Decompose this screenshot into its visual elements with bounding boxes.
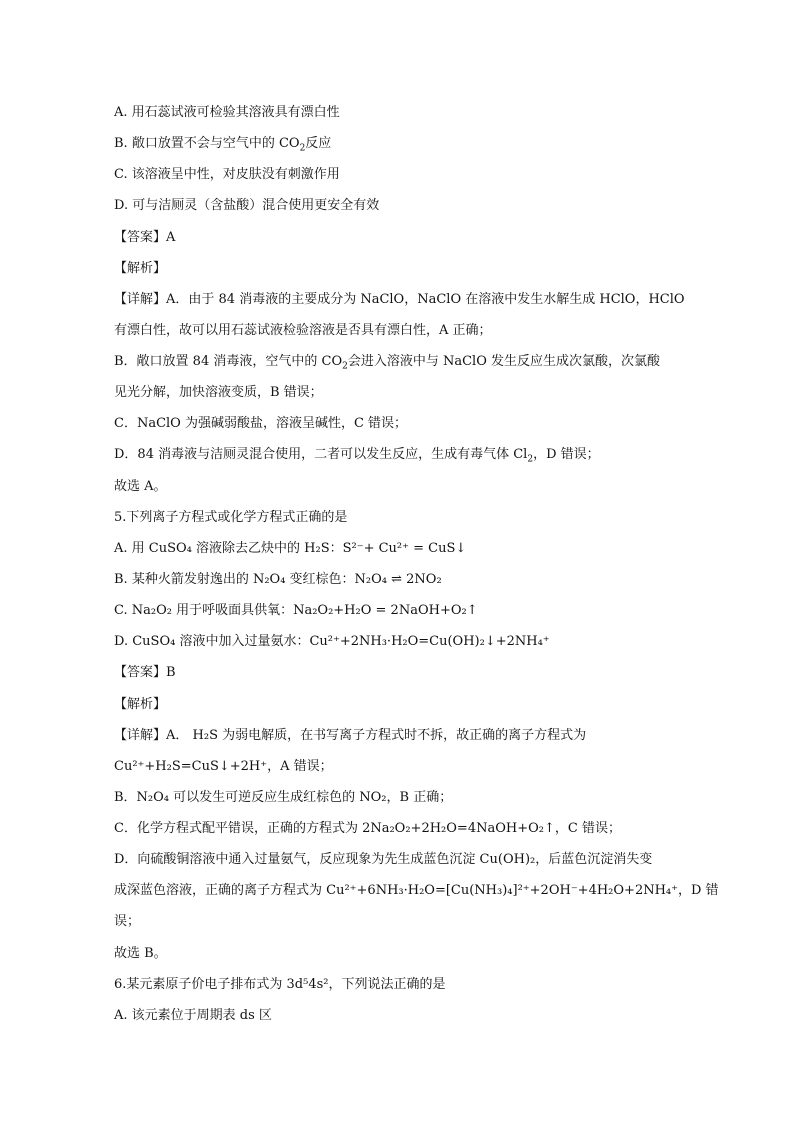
q5-detail-line-5: D．向硫酸铜溶液中通入过量氨气，反应现象为先生成蓝色沉淀 Cu(OH)₂，后蓝色沉淀消失变 bbox=[114, 852, 653, 867]
q5-option-c: C. Na₂O₂ 用于呼吸面具供氧：Na₂O₂+H₂O = 2NaOH+O₂↑ bbox=[114, 603, 478, 618]
q4-detail-line-4: 见光分解，加快溶液变质，B 错误； bbox=[114, 385, 323, 400]
q4-detail-line-6 bbox=[114, 446, 600, 464]
q5-option-d: D. CuSO₄ 溶液中加入过量氨水：Cu²⁺+2NH₃·H₂O=Cu(OH)₂↓+2NH₄⁺ bbox=[114, 634, 550, 649]
q4-detail-line-6-subscript: 2 bbox=[527, 454, 534, 465]
q4-option-b-text-end: 反应 bbox=[305, 136, 332, 151]
q4-detail-line-3-subscript: 2 bbox=[342, 361, 348, 372]
q4-option-b bbox=[114, 135, 331, 153]
q6-stem: 6.某元素原子价电子排布式为 3d⁵4s²，下列说法正确的是 bbox=[114, 977, 446, 992]
q4-detail-line-5: C．NaClO 为强碱弱酸盐，溶液呈碱性，C 错误； bbox=[114, 416, 408, 431]
q4-option-b-subscript: 2 bbox=[299, 143, 306, 154]
q4-detail-line-2: 有漂白性，故可以用石蕊试液检验溶液是否具有漂白性，A 正确； bbox=[114, 323, 492, 338]
q4-detail-line-6-text: D．84 消毒液与洁厕灵混合使用，二者可以发生反应，生成有毒气体 Cl bbox=[114, 447, 528, 462]
q5-answer: 【答案】B bbox=[114, 665, 176, 680]
q4-detail-line-3-text: B．敞口放置 84 消毒液，空气中的 CO bbox=[114, 354, 343, 369]
q4-detail-line-1: 【详解】A．由于 84 消毒液的主要成分为 NaClO，NaClO 在溶液中发生水解生成 HClO，HClO bbox=[114, 292, 685, 307]
q4-analysis-heading: 【解析】 bbox=[114, 261, 167, 276]
q5-detail-line-1: 【详解】A． H₂S 为弱电解质，在书写离子方程式时不拆，故正确的离子方程式为 bbox=[114, 728, 587, 743]
q5-option-a: A. 用 CuSO₄ 溶液除去乙炔中的 H₂S：S²⁻+ Cu²⁺ = CuS↓ bbox=[114, 541, 467, 556]
q4-answer: 【答案】A bbox=[114, 230, 176, 245]
q4-option-a: A. 用石蕊试液可检验其溶液具有漂白性 bbox=[114, 105, 340, 120]
q4-conclusion: 故选 A。 bbox=[114, 479, 167, 494]
q6-option-a: A. 该元素位于周期表 ds 区 bbox=[114, 1008, 272, 1023]
q4-detail-line-6-text-end: ，D 错误； bbox=[533, 447, 600, 462]
q5-detail-line-3: B．N₂O₄ 可以发生可逆反应生成红棕色的 NO₂，B 正确； bbox=[114, 790, 453, 805]
q5-conclusion: 故选 B。 bbox=[114, 946, 167, 961]
q4-option-d: D. 可与洁厕灵（含盐酸）混合使用更安全有效 bbox=[114, 198, 380, 213]
q5-detail-line-4: C．化学方程式配平错误，正确的方程式为 2Na₂O₂+2H₂O=4NaOH+O₂↑，C 错误； bbox=[114, 821, 621, 836]
q5-stem: 5.下列离子方程式或化学方程式正确的是 bbox=[114, 510, 348, 525]
q5-option-b: B. 某种火箭发射逸出的 N₂O₄ 变红棕色：N₂O₄ ⇌ 2NO₂ bbox=[114, 572, 442, 587]
q4-option-c: C. 该溶液呈中性，对皮肤没有刺激作用 bbox=[114, 167, 340, 182]
q4-detail-line-3-text-end: 会进入溶液中与 NaClO 发生反应生成次氯酸，次氯酸 bbox=[347, 354, 660, 369]
q5-detail-line-7: 误； bbox=[114, 914, 141, 929]
q4-option-b-text: B. 敞口放置不会与空气中的 CO bbox=[114, 136, 300, 151]
q5-detail-line-2: Cu²⁺+H₂S=CuS↓+2H⁺，A 错误； bbox=[114, 759, 333, 774]
q5-detail-line-6: 成深蓝色溶液，正确的离子方程式为 Cu²⁺+6NH₃·H₂O=[Cu(NH₃)₄]²⁺+2OH⁻+4H₂O+2NH₄⁺，D 错 bbox=[114, 883, 719, 898]
q4-detail-line-3 bbox=[114, 353, 660, 371]
q5-analysis-heading: 【解析】 bbox=[114, 697, 167, 712]
